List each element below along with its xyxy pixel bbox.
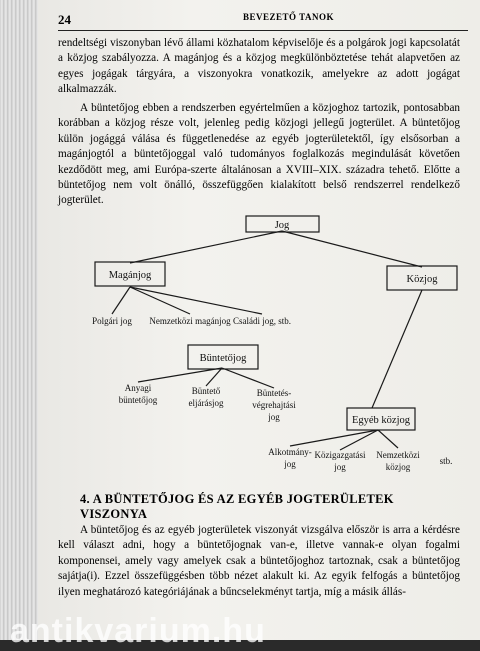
paragraph-1: rendeltségi viszonyban lévő állami közhatalom képviselője és a polgárok jogi kapcsolatát a közjog szabályozza. A magánjog és a közjog megkülönböztetése tehát alapvetően az egyes jogágak tárgyára, a viszonyokra vonatkozik, amelyekre az adott jogágat alkalmazzák. xyxy=(58,37,460,96)
leaf-eljaras-2: eljárásjog xyxy=(188,398,224,408)
leaf-nemzetkozi-kozjog-2: közjog xyxy=(385,462,411,472)
node-jog: Jog xyxy=(274,220,290,231)
leaf-csaladi-jog: Családi jog, stb. xyxy=(233,316,291,326)
site-watermark: antikvarium.hu xyxy=(10,612,266,650)
paragraph-3: A büntetőjog és az egyéb jogterületek viszonyát vizsgálva először is arra a kérdésre kell választ adni, hogy a büntetőjognak van-e, illetve vannak-e olyan fogalmi komponensei, amely vagy amelyek csak a büntetőjoghoz tartoznak, csak a büntetőjog sajátja(i). Ezzel összefüggésben több nézet alakult ki. Az egyik felfogás a büntetőjog ilyen meghatározó kategóriájának a bűncselekményt tartja, míg a másik állás- xyxy=(58,524,460,598)
leaf-eljaras-1: Büntető xyxy=(191,386,221,396)
section-title: 4. A BÜNTETŐJOG ÉS AZ EGYÉB JOGTERÜLETEK VISZONYA xyxy=(80,492,394,521)
page-number: 24 xyxy=(58,12,71,27)
leaf-nemzetkozi-maganjog: Nemzetközi magánjog xyxy=(149,316,231,326)
leaf-anyagi-1: Anyagi xyxy=(124,383,152,393)
running-head: BEVEZETŐ TANOK xyxy=(243,12,334,22)
paragraph-2: A büntetőjog ebben a rendszerben egyértelműen a közjoghoz tartozik, pontosabban korábban a közjog része volt, jelenleg pedig közjogi jellegű jogterület. A büntetőjog külön jogággá válása és függetlenedése az egyéb jogterületektől, így elsősorban a magánjogtól a büntetőjoggal való tudományos foglalkozás megindulását követően kezdődött meg, ami Európa-szerte általánosan a XVIII–XIX. századra tehető. Előtte a büntetőjog nem volt önálló, összefüggően kialakított belső rendszerrel rendelkező jogterület. xyxy=(58,102,460,207)
leaf-vegrehajtas-3: jog xyxy=(268,412,280,422)
leaf-kozigazgatasi-2: jog xyxy=(334,462,346,472)
leaf-alkotmany-1: Alkotmány- xyxy=(268,447,312,457)
leaf-nemzetkozi-kozjog-1: Nemzetközi xyxy=(376,450,420,460)
node-buntetojog: Büntetőjog xyxy=(199,353,247,364)
node-egyeb-kozjog: Egyéb közjog xyxy=(351,415,411,426)
leaf-vegrehajtas-2: végrehajtási xyxy=(252,400,296,410)
node-maganjog: Magánjog xyxy=(108,270,152,281)
leaf-anyagi-2: büntetőjog xyxy=(118,395,158,405)
leaf-vegrehajtas-1: Büntetés- xyxy=(256,388,292,398)
leaf-alkotmany-2: jog xyxy=(284,459,296,469)
node-kozjog: Közjog xyxy=(406,274,438,285)
leaf-etc: stb. xyxy=(439,456,453,466)
leaf-polgari-jog: Polgári jog xyxy=(92,316,132,326)
leaf-kozigazgatasi-1: Közigazgatási xyxy=(314,450,366,460)
